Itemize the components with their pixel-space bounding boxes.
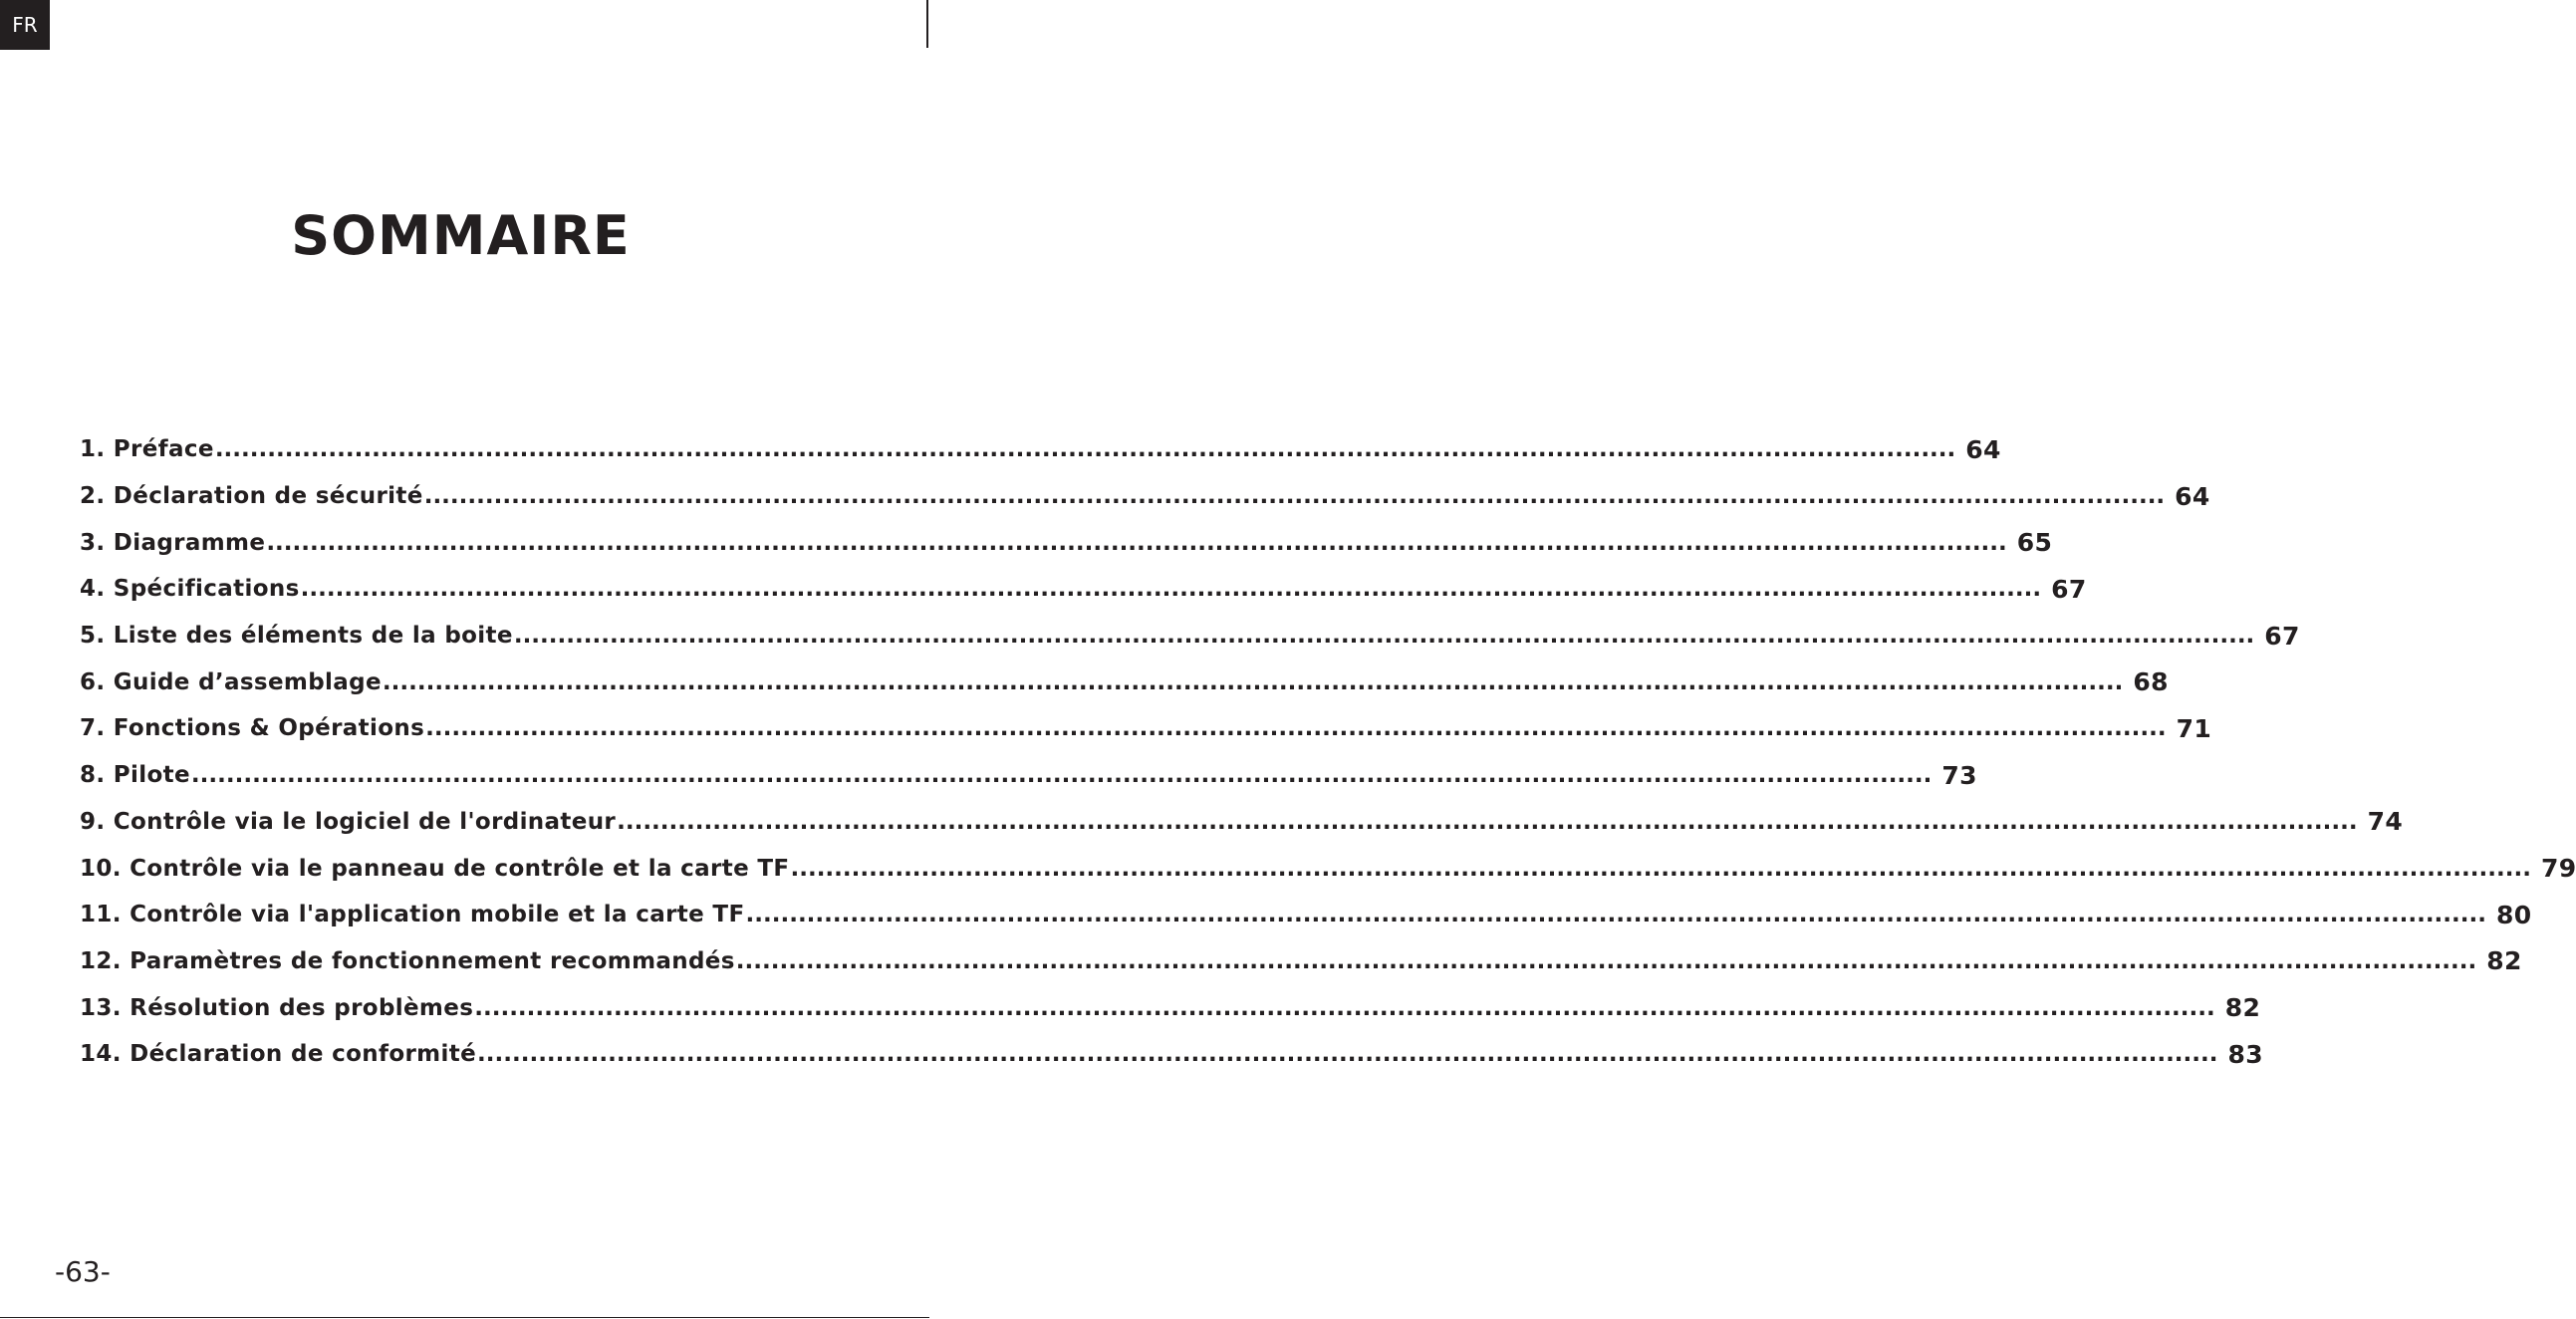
- toc-dot-leader: ........................................................................................................................................................................................................: [513, 623, 2255, 650]
- toc-entry-page: 79: [2540, 854, 2576, 884]
- toc-entry[interactable]: [80, 799, 2404, 846]
- toc-entry[interactable]: [80, 519, 2053, 566]
- toc-entry-label: 2. Déclaration de sécurité: [80, 483, 423, 510]
- toc-entry-label: 13. Résolution des problèmes: [80, 994, 474, 1021]
- toc-dot-leader: ........................................................................................................................................................................................................: [477, 1041, 2218, 1068]
- toc-entry[interactable]: [80, 984, 2261, 1031]
- toc-dot-leader: ........................................................................................................................................................................................................: [474, 994, 2215, 1021]
- toc-dot-leader: ........................................................................................................................................................................................................: [266, 529, 2007, 556]
- bottom-rule: [0, 1317, 929, 1318]
- toc-entry-page: 71: [2176, 713, 2212, 743]
- toc-dot-leader: ........................................................................................................................................................................................................: [745, 902, 2486, 928]
- toc-entry-page: 82: [2486, 946, 2522, 976]
- toc-entry-label: 1. Préface: [80, 436, 214, 463]
- toc-entry[interactable]: [80, 705, 2212, 752]
- toc-entry[interactable]: [80, 613, 2300, 660]
- toc-entry-label: 14. Déclaration de conformité: [80, 1041, 477, 1068]
- toc-dot-leader: ........................................................................................................................................................................................................: [735, 947, 2477, 974]
- page-title: SOMMAIRE: [291, 204, 631, 267]
- toc-entry[interactable]: [80, 892, 2532, 938]
- toc-entry[interactable]: [80, 566, 2087, 613]
- toc-dot-leader: ........................................................................................................................................................................................................: [617, 808, 2358, 835]
- language-tab-label: FR: [12, 13, 38, 37]
- toc-entry[interactable]: [80, 752, 1977, 799]
- toc-entry-label: 10. Contrôle via le panneau de contrôle et la carte TF: [80, 855, 790, 882]
- toc-dot-leader: ........................................................................................................................................................................................................: [190, 762, 1932, 789]
- toc-entry-label: 8. Pilote: [80, 762, 190, 789]
- toc-entry-page: 64: [2175, 481, 2210, 511]
- toc-entry-label: 7. Fonctions & Opérations: [80, 715, 425, 742]
- toc-dot-leader: ........................................................................................................................................................................................................: [790, 855, 2531, 882]
- page-number: -63-: [55, 1255, 111, 1288]
- toc-entry-page: 65: [2016, 528, 2053, 558]
- toc-entry-page: 67: [2264, 621, 2300, 651]
- toc-entry[interactable]: [80, 426, 2001, 473]
- toc-entry-page: 74: [2367, 807, 2404, 837]
- toc-entry-label: 6. Guide d’assemblage: [80, 668, 382, 695]
- toc-entry-label: 4. Spécifications: [80, 576, 300, 603]
- toc-entry-label: 11. Contrôle via l'application mobile et la carte TF: [80, 902, 745, 928]
- toc-entry-page: 83: [2227, 1039, 2263, 1069]
- toc-entry-page: 82: [2224, 993, 2261, 1023]
- toc-entry[interactable]: [80, 659, 2169, 705]
- table-of-contents: [80, 426, 2576, 1078]
- toc-entry-page: 67: [2051, 574, 2087, 604]
- language-tab: [0, 0, 50, 50]
- toc-entry-label: 5. Liste des éléments de la boite: [80, 623, 513, 650]
- toc-entry-page: 73: [1941, 760, 1977, 790]
- toc-entry-page: 64: [1965, 434, 2001, 464]
- toc-dot-leader: ........................................................................................................................................................................................................: [423, 483, 2166, 510]
- toc-entry-label: 3. Diagramme: [80, 529, 266, 556]
- toc-entry[interactable]: [80, 845, 2576, 892]
- toc-entry[interactable]: [80, 473, 2210, 520]
- toc-dot-leader: ........................................................................................................................................................................................................: [382, 668, 2124, 695]
- toc-dot-leader: ........................................................................................................................................................................................................: [425, 715, 2167, 742]
- toc-entry[interactable]: [80, 1031, 2263, 1078]
- toc-entry[interactable]: [80, 938, 2522, 985]
- crop-mark: [926, 0, 928, 48]
- toc-dot-leader: ........................................................................................................................................................................................................: [214, 436, 1956, 463]
- toc-entry-label: 12. Paramètres de fonctionnement recommandés: [80, 947, 735, 974]
- toc-entry-label: 9. Contrôle via le logiciel de l'ordinateur: [80, 808, 617, 835]
- toc-entry-page: 80: [2495, 900, 2532, 929]
- toc-entry-page: 68: [2133, 667, 2169, 697]
- toc-dot-leader: ........................................................................................................................................................................................................: [300, 576, 2042, 603]
